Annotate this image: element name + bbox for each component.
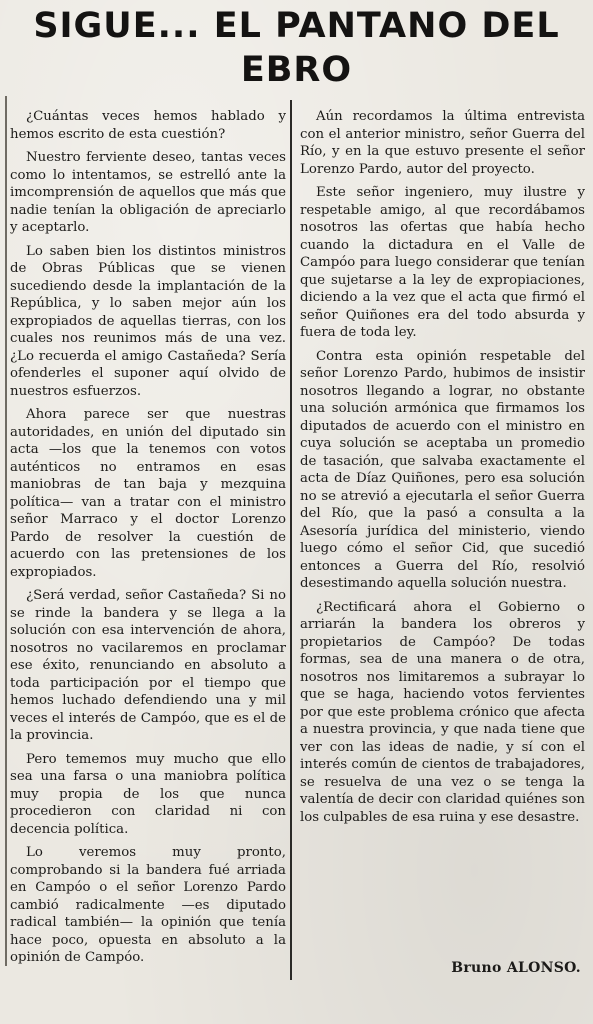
right-column: [300, 108, 585, 832]
article-headline: SIGUE... EL PANTANO DEL EBRO: [33, 6, 560, 90]
column-divider: [290, 100, 292, 980]
paragraph: ¿Rectificará ahora el Gobierno o arriarán la bandera los obreros y propietarios de Campóo? De todas formas, sea de una manera o de otra, nosotros nos limitaremos a subrayar lo que se haga, haciendo votos fervientes por que este problema crónico que afecta a nuestra provincia, y que nada tiene que ver con las ideas de nadie, y sí con el interés común de cientos de trabajadores, se resuelva de una vez o se tenga la valentía de decir con claridad quiénes son los culpables de esa ruina y ese desastre.: [300, 599, 585, 825]
author-signature: Bruno ALONSO.: [451, 960, 581, 976]
paragraph: Aún recordamos la última entrevista con el anterior ministro, señor Guerra del Río, y en la que estuvo presente el señor Lorenzo Pardo, autor del proyecto.: [300, 109, 585, 177]
paragraph: ¿Será verdad, señor Castañeda? Si no se rinde la bandera y se llega a la solución con esa intervención de ahora, nosotros no vacilaremos en proclamar ese éxito, renunciando en absoluto a toda participación por el tiempo que hemos luchado defendiendo una y mil veces el interés de Campóo, que es el de la provincia.: [10, 588, 286, 743]
paragraph: ¿Cuántas veces hemos hablado y hemos escrito de esta cuestión?: [10, 109, 286, 142]
left-margin-rule: [5, 96, 7, 966]
paragraph: Ahora parece ser que nuestras autoridades, en unión del diputado sin acta —los que la tenemos con votos auténticos no entramos en esas maniobras de tan baja y mezquina política— van a tratar con el ministro señor Marraco y el doctor Lorenzo Pardo de resolver la cuestión de acuerdo con las pretensiones de los expropiados.: [10, 407, 286, 580]
paragraph: Contra esta opinión respetable del señor Lorenzo Pardo, hubimos de insistir nosotros llegando a lograr, no obstante una solución armónica que firmamos los diputados de acuerdo con el ministro en cuya solución se aceptaba un promedio de tasación, que salvaba exactamente el acta de Díaz Quiñones, pero esa solución no se atrevió a ejecutarla el señor Guerra del Río, que la pasó a consulta a la Asesoría jurídica del ministerio, viendo luego cómo el señor Cid, que sucedió entonces a Guerra del Río, resolvió desestimando aquella solución nuestra.: [300, 348, 585, 591]
paragraph: Pero tememos muy mucho que ello sea una farsa o una maniobra política muy propia de los que nunca procedieron con claridad ni con decencia política.: [10, 751, 286, 837]
paragraph: Este señor ingeniero, muy ilustre y respetable amigo, al que recordábamos nosotros las ofertas que había hecho cuando la dictadura en el Valle de Campóo para luego considerar que tenían que sujetarse a la ley de expropiaciones, diciendo a la vez que el acta que firmó el señor Quiñones era del todo absurda y fuera de toda ley.: [300, 185, 585, 340]
paragraph: Lo veremos muy pronto, comprobando si la bandera fué arriada en Campóo o el señor Lorenzo Pardo cambió radicalmente —es diputado radical también— la opinión que tenía hace poco, opuesta en absoluto a la opinión de Campóo.: [10, 845, 286, 965]
paragraph: Nuestro ferviente deseo, tantas veces como lo intentamos, se estrelló ante la imcomprensión de aquellos que más que nadie tenían la obligación de apreciarlo y aceptarlo.: [10, 150, 286, 235]
left-column: [10, 108, 286, 973]
paragraph: Lo saben bien los distintos ministros de Obras Públicas que se vienen sucediendo desde la implantación de la República, y lo saben mejor aún los expropiados de aquellas tierras, con los cuales nos reunimos más de una vez. ¿Lo recuerda el amigo Castañeda? Sería ofenderles el suponer aquí olvido de nuestros esfuerzos.: [10, 243, 286, 399]
